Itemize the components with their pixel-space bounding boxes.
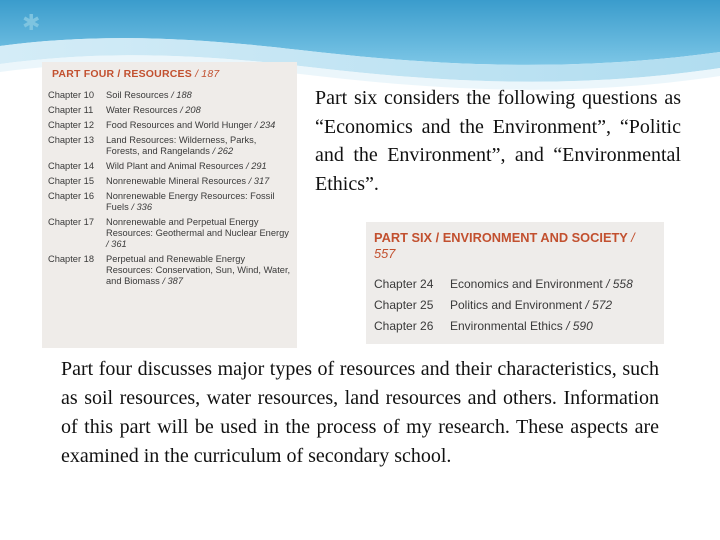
- toc-chapter-title: [106, 161, 291, 172]
- toc-chapter-number: Chapter 13: [48, 135, 94, 145]
- toc-page-number: / 572: [585, 298, 613, 312]
- toc-chapter-title: [106, 191, 291, 213]
- toc-page-number: / 208: [180, 105, 201, 115]
- toc-chapter-title: [106, 105, 291, 116]
- toc-row: [48, 217, 291, 250]
- toc-row: [374, 274, 654, 295]
- toc-chapter-number: Chapter 12: [48, 120, 94, 130]
- toc-row: [48, 176, 291, 187]
- toc-row: [48, 135, 291, 157]
- toc-chapter-number: Chapter 16: [48, 191, 94, 201]
- part-four-toc-image: [42, 62, 297, 348]
- toc-chapter-title: [106, 135, 291, 157]
- toc-row: [48, 161, 291, 172]
- toc-page-number: / 558: [606, 277, 633, 291]
- toc-title-text: Environmental Ethics: [450, 319, 567, 333]
- toc-page-number: / 188: [171, 90, 192, 100]
- toc-chapter-number: Chapter 14: [48, 161, 94, 171]
- toc-page-number: / 291: [246, 161, 267, 171]
- toc-row: [374, 295, 654, 316]
- toc-chapter-title: [106, 120, 291, 131]
- part-four-chapter-list: [48, 90, 291, 287]
- toc-chapter-number: Chapter 18: [48, 254, 94, 264]
- toc-title-text: Wild Plant and Animal Resources: [106, 161, 247, 171]
- toc-title-text: Politics and Environment: [450, 298, 586, 312]
- part-six-chapter-list: [374, 274, 654, 337]
- toc-row: [48, 90, 291, 101]
- toc-page-number: / 234: [254, 120, 276, 130]
- toc-chapter-number: Chapter 25: [374, 298, 434, 312]
- toc-title-text: Economics and Environment: [450, 277, 607, 291]
- toc-chapter-title: [106, 90, 291, 101]
- toc-row: [48, 191, 291, 213]
- star-icon: ✱: [22, 10, 41, 35]
- toc-chapter-number: Chapter 24: [374, 277, 434, 291]
- toc-chapter-title: [106, 254, 291, 287]
- toc-chapter-title: [106, 176, 291, 187]
- toc-title-text: Nonrenewable Mineral Resources: [106, 176, 249, 186]
- toc-page-number: / 317: [248, 176, 270, 186]
- toc-chapter-title: [106, 217, 291, 250]
- part-four-heading-text: PART FOUR / RESOURCES: [52, 68, 192, 80]
- toc-row: [48, 254, 291, 287]
- toc-page-number: / 336: [131, 202, 153, 212]
- toc-chapter-title: [450, 316, 593, 337]
- toc-chapter-title: [450, 295, 612, 316]
- part-six-heading-page: / 557: [374, 230, 635, 261]
- part-six-toc-image: [366, 222, 664, 344]
- toc-title-text: Soil Resources: [106, 90, 172, 100]
- toc-chapter-number: Chapter 15: [48, 176, 94, 186]
- part-six-description: Part six considers the following questions as “Economics and the Environment”, “Politic and the Environment”, and “Environmental Ethics”.: [315, 87, 681, 195]
- part-six-heading-text: PART SIX / ENVIRONMENT AND SOCIETY: [374, 230, 628, 245]
- toc-page-number: / 361: [106, 239, 127, 249]
- part-four-heading-page: / 187: [195, 68, 220, 80]
- part-six-heading: [374, 230, 654, 262]
- part-four-description: Part four discusses major types of resources and their characteristics, such as soil resources, water resources, land resources and others. Information of this part will be used in the process of my research. These aspects are examined in the curriculum of secondary school.: [61, 358, 659, 467]
- toc-chapter-number: Chapter 10: [48, 90, 94, 100]
- toc-chapter-number: Chapter 26: [374, 319, 434, 333]
- toc-row: [374, 316, 654, 337]
- toc-row: [48, 105, 291, 116]
- toc-title-text: Food Resources and World Hunger: [106, 120, 255, 130]
- toc-chapter-number: Chapter 17: [48, 217, 94, 227]
- toc-title-text: Nonrenewable Energy Resources: Fossil Fuels: [106, 191, 275, 212]
- toc-page-number: / 387: [162, 276, 184, 286]
- toc-chapter-number: Chapter 11: [48, 105, 94, 115]
- toc-chapter-title: [450, 274, 633, 295]
- toc-title-text: Nonrenewable and Perpetual Energy Resources: Geothermal and Nuclear Energy: [106, 217, 289, 238]
- part-four-heading: [52, 68, 291, 80]
- toc-page-number: / 262: [212, 146, 234, 156]
- toc-title-text: Water Resources: [106, 105, 181, 115]
- toc-row: [48, 120, 291, 131]
- toc-page-number: / 590: [566, 319, 593, 333]
- toc-title-text: Land Resources: Wilderness, Parks, Forests, and Rangelands: [106, 135, 257, 156]
- toc-title-text: Perpetual and Renewable Energy Resources: Conservation, Sun, Wind, Water, and Biomass: [106, 254, 291, 286]
